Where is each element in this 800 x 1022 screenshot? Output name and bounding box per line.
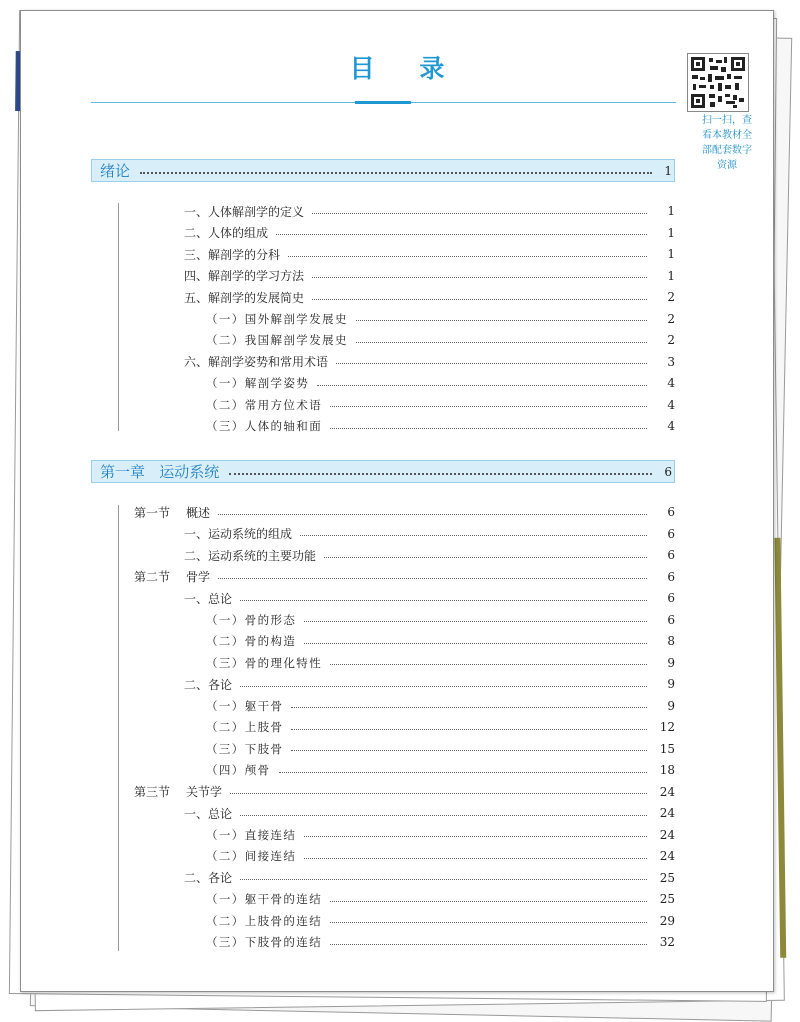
entry-title: 二、运动系统的主要功能 [184,548,317,563]
entry-page: 4 [667,397,675,412]
entry-title: （一）躯干骨 [206,698,284,713]
toc-entry[interactable] [184,674,675,694]
entry-page: 4 [667,419,675,433]
entry-page: 15 [659,741,675,756]
chapter-heading-ch1[interactable] [91,460,675,483]
entry-title: 五、解剖学的发展简史 [184,290,305,305]
entry-page: 4 [667,376,675,390]
dot-leader [336,363,647,364]
toc-entry[interactable] [206,825,675,845]
dot-leader [291,750,647,751]
entry-page: 6 [667,612,675,627]
dot-leader [317,385,647,386]
toc-entry[interactable] [184,545,675,565]
toc-entry[interactable] [206,330,675,350]
section-number: 第三节 [134,785,171,799]
section-number: 第一节 [134,505,171,520]
entry-title: （三）下肢骨的连结 [206,935,323,949]
toc-entry[interactable] [184,223,675,243]
toc-entry[interactable] [206,416,675,436]
entry-page: 6 [667,548,675,562]
toc-entry[interactable] [206,932,675,952]
entry-title: （二）上肢骨的连结 [206,913,323,928]
entry-page: 1 [667,247,675,261]
dot-leader [240,879,647,880]
dot-leader [218,514,647,515]
entry-title: 四、解剖学的学习方法 [184,269,305,283]
entry-page: 1 [667,268,675,283]
section-bar [118,203,119,431]
dot-leader [312,277,647,278]
entry-page: 6 [667,591,675,605]
qr-caption-line: 部配套数字 [702,145,752,156]
entry-page: 9 [667,655,675,670]
entry-title: （三）下肢骨 [206,741,284,756]
dot-leader [291,707,647,708]
dot-leader [288,256,647,257]
entry-page: 2 [667,333,675,347]
chapter-page: 6 [664,464,672,479]
entry-page: 3 [667,354,675,369]
entry-page: 18 [659,763,675,777]
entry-page: 1 [667,204,675,218]
toc-entry[interactable] [184,201,675,221]
toc-section-entry[interactable] [134,782,675,802]
dot-leader [304,858,647,859]
toc-entry[interactable] [206,696,675,716]
entry-title: （二）常用方位术语 [206,397,323,412]
dot-leader [279,772,648,773]
entry-title: 二、各论 [184,677,233,692]
entry-page: 24 [659,849,675,863]
toc-entry[interactable] [206,653,675,673]
entry-title: （二）上肢骨 [206,720,284,734]
page-title: 目 录 [349,54,463,83]
dot-leader [304,836,647,837]
toc-entry[interactable] [206,760,675,780]
dot-leader [300,535,647,536]
entry-page: 6 [667,569,675,584]
entry-title: （一）国外解剖学发展史 [206,311,348,326]
toc-entry[interactable] [206,395,675,415]
dot-leader [240,686,647,687]
entry-title: 一、运动系统的组成 [184,527,293,541]
chapter-heading-intro[interactable] [91,159,675,182]
page-edge-stripe [774,538,786,958]
chapter-page: 1 [664,163,672,178]
title-accent-mark [355,101,411,104]
toc-page [20,10,774,992]
toc-entry[interactable] [184,266,675,286]
entry-title: 三、解剖学的分科 [184,247,281,262]
toc-entry[interactable] [206,911,675,931]
entry-page: 32 [659,935,675,949]
entry-title: （一）直接连结 [206,827,297,842]
toc-entry[interactable] [184,352,675,372]
entry-page: 24 [659,827,675,842]
entry-page: 9 [667,698,675,713]
dot-leader [356,320,647,321]
toc-section-entry[interactable] [134,502,675,522]
entry-page: 12 [659,720,675,734]
entry-page: 25 [659,870,675,885]
entry-title: （一）躯干骨的连结 [206,892,323,906]
dot-leader [324,557,647,558]
toc-entry[interactable] [184,244,675,264]
chapter-title: 绪论 [100,162,131,180]
toc-entry[interactable] [206,717,675,737]
entry-title: 六、解剖学姿势和常用术语 [184,355,329,369]
toc-entry[interactable] [206,739,675,759]
qr-caption-line: 看本教材全 [702,130,752,141]
dot-leader [330,922,647,923]
entry-page: 6 [667,505,675,519]
dot-leader [276,234,647,235]
toc-entry[interactable] [184,868,675,888]
dot-leader [330,664,647,665]
toc-entry[interactable] [184,588,675,608]
toc-section-entry[interactable] [134,567,675,587]
toc-entry[interactable] [184,524,675,544]
qr-caption [693,113,761,173]
entry-title: （三）骨的理化特性 [206,655,323,670]
entry-page: 1 [667,225,675,240]
dot-leader [230,793,647,794]
section-number: 第二节 [134,570,171,584]
entry-title: 二、各论 [184,871,233,885]
dot-leader [240,815,647,816]
entry-title: 一、人体解剖学的定义 [184,204,305,219]
entry-page: 24 [659,806,675,820]
entry-title: （二）骨的构造 [206,634,297,648]
entry-page: 9 [667,677,675,691]
entry-title: （一）解剖学姿势 [206,376,310,390]
dot-leader [240,600,647,601]
entry-title: 关节学 [186,785,223,799]
dot-leader [330,428,647,429]
entry-page: 29 [659,913,675,928]
entry-page: 24 [659,784,675,799]
entry-page: 2 [667,290,675,304]
dot-leader [229,473,652,475]
toc-entry[interactable] [206,610,675,630]
entry-page: 6 [667,526,675,541]
dot-leader [304,621,647,622]
qr-caption-line: 资源 [717,160,737,171]
dot-leader [356,342,647,343]
entry-title: 一、总论 [184,591,233,606]
dot-leader [330,406,647,407]
toc-entry[interactable] [206,631,675,651]
dot-leader [312,213,647,214]
entry-page: 2 [667,311,675,326]
entry-page: 8 [667,634,675,648]
entry-page: 25 [659,892,675,906]
section-bar [118,505,119,951]
entry-title: （四）颅骨 [206,763,271,777]
entry-title: （二）我国解剖学发展史 [206,333,348,347]
toc-entry[interactable] [206,846,675,866]
toc-entry[interactable] [184,803,675,823]
chapter-title: 第一章 运动系统 [100,463,220,481]
toc-entry[interactable] [206,889,675,909]
toc-entry[interactable] [206,309,675,329]
entry-title: （三）人体的轴和面 [206,419,323,433]
entry-title: （一）骨的形态 [206,612,297,627]
qr-code-icon [688,54,748,111]
qr-code[interactable] [687,53,749,112]
dot-leader [312,299,647,300]
entry-title: （二）间接连结 [206,849,297,863]
toc-entry[interactable] [184,287,675,307]
entry-title: 骨学 [186,570,211,584]
entry-title: 一、总论 [184,806,233,821]
qr-caption-line: 扫一扫，查 [702,115,752,126]
dot-leader [140,172,652,174]
dot-leader [218,578,647,579]
dot-leader [291,729,647,730]
toc-entry[interactable] [206,373,675,393]
entry-title: 概述 [186,505,211,520]
dot-leader [304,643,647,644]
entry-title: 二、人体的组成 [184,226,269,240]
dot-leader [330,901,647,902]
dot-leader [330,944,647,945]
